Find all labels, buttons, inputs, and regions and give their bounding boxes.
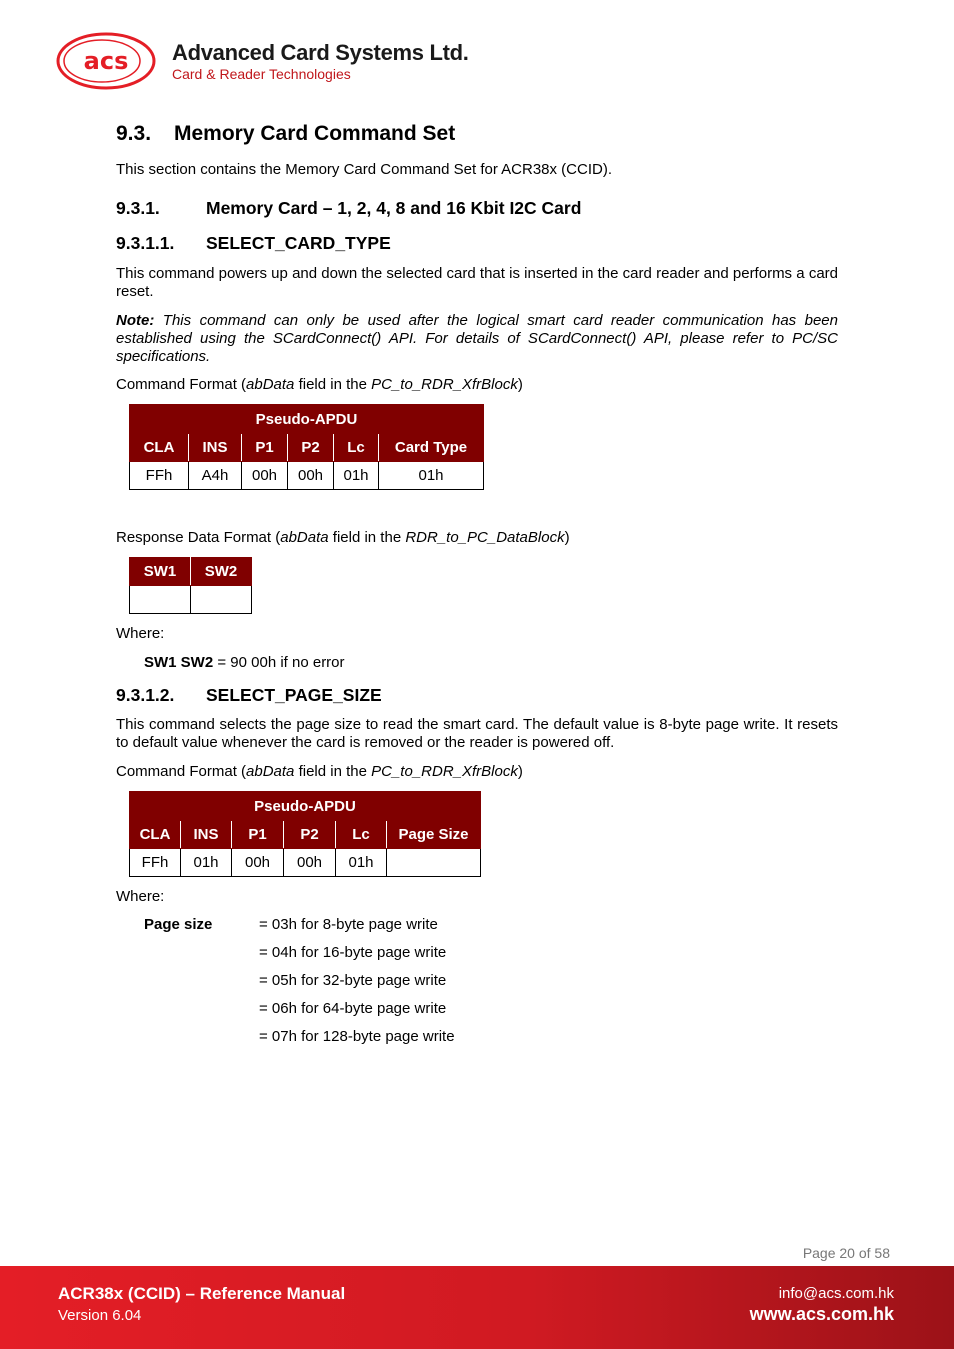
page-size-value: = 07h for 128-byte page write [259,1028,455,1045]
resp-format-block: RDR_to_PC_DataBlock [405,529,565,546]
cmd-format-mid: field in the [294,763,372,780]
apdu-header-cell: P1 [242,434,288,462]
page-size-value: = 04h for 16-byte page write [259,944,447,961]
select-card-type-description: This command powers up and down the selected card that is inserted in the card reader and performs a card reset. [116,265,838,300]
apdu-table-title: Pseudo-APDU [130,405,484,434]
cmd-format-field: abData [246,763,295,780]
sw-label: SW1 SW2 [144,654,214,671]
apdu-value-cell: 01h [334,462,379,490]
apdu-table-title: Pseudo-APDU [130,792,481,821]
apdu-header-cell: P2 [288,434,334,462]
apdu-header-cell: P1 [232,821,284,849]
cmd-format-block: PC_to_RDR_XfrBlock [371,376,518,393]
apdu-header-cell: Card Type [379,434,484,462]
apdu-value-cell: 00h [284,849,336,877]
resp-format-field: abData [280,529,329,546]
sw-definition [144,654,866,672]
cmd-format-prefix: Command Format ( [116,763,247,780]
cmd-format-suffix: ) [517,763,523,780]
command-format-line-2 [116,763,838,781]
footer-doc-title: ACR38x (CCID) – Reference Manual [58,1284,346,1303]
cmd-format-suffix: ) [517,376,523,393]
response-format-line [116,529,838,547]
apdu-header-cell: Page Size [387,821,481,849]
cmd-format-block: PC_to_RDR_XfrBlock [371,763,518,780]
resp-format-mid: field in the [328,529,406,546]
page-size-value: = 05h for 32-byte page write [259,972,447,989]
select-card-type-number: 9.3.1.1. [116,233,175,253]
apdu-value-cell: A4h [189,462,242,490]
section-intro: This section contains the Memory Card Command Set for ACR38x (CCID). [116,161,613,178]
acs-logo [56,31,156,91]
select-page-size-apdu-table [129,791,481,877]
apdu-header-cell: P2 [284,821,336,849]
apdu-value-cell: 00h [232,849,284,877]
subsection-title: Memory Card – 1, 2, 4, 8 and 16 Kbit I2C Card [206,198,582,218]
company-name: Advanced Card Systems Ltd. [172,40,469,65]
select-page-size-description: This command selects the page size to read the smart card. The default value is 8-byte page write. It resets to default value whenever the card is removed or the reader is powered off. [116,716,838,751]
apdu-value-cell: FFh [130,462,189,490]
section-number: 9.3. [116,122,152,145]
note-label: Note: [116,312,155,329]
apdu-header-cell: INS [189,434,242,462]
response-table [129,557,252,614]
apdu-value-cell: 01h [181,849,232,877]
select-page-size-heading [116,686,838,704]
select-card-type-title: SELECT_CARD_TYPE [206,233,391,253]
cmd-format-field: abData [246,376,295,393]
page-size-value: = 06h for 64-byte page write [259,1000,447,1017]
page-number: Page 20 of 58 [802,1245,890,1261]
apdu-value-cell: 01h [379,462,484,490]
footer-version: Version 6.04 [58,1307,142,1324]
apdu-value-cell: 00h [242,462,288,490]
cmd-format-mid: field in the [294,376,372,393]
apdu-value-cell: FFh [130,849,181,877]
page-size-value: = 03h for 8-byte page write [259,916,438,933]
section-heading [116,122,838,145]
logo-text: acs [83,47,129,75]
apdu-header-cell: CLA [130,434,189,462]
company-tagline: Card & Reader Technologies [172,66,351,82]
footer-website[interactable]: www.acs.com.hk [749,1304,894,1324]
subsection-heading [116,199,838,217]
footer-bar [0,1266,954,1349]
note-text: This command can only be used after the logical smart card reader communication has been established using the SCardConnect() API. For details of SCardConnect() API, please refer to PC/SC specifications. [116,312,838,365]
sw-text: = 90 00h if no error [213,654,345,671]
subsection-number: 9.3.1. [116,198,160,218]
command-format-line [116,376,838,394]
apdu-value-cell: 01h [336,849,387,877]
cmd-format-prefix: Command Format ( [116,376,247,393]
resp-format-prefix: Response Data Format ( [116,529,281,546]
footer-email[interactable]: info@acs.com.hk [778,1285,894,1302]
select-card-type-note [116,312,838,366]
apdu-header-cell: Lc [336,821,387,849]
apdu-header-cell: Lc [334,434,379,462]
select-page-size-number: 9.3.1.2. [116,685,175,705]
select-page-size-title: SELECT_PAGE_SIZE [206,685,382,705]
select-card-type-heading [116,234,838,252]
response-header-cell: SW2 [191,558,252,586]
apdu-header-cell: CLA [130,821,181,849]
resp-format-suffix: ) [564,529,570,546]
page-size-label: Page size [144,916,213,933]
apdu-value-cell: 00h [288,462,334,490]
where-label-2: Where: [116,888,165,905]
apdu-header-cell: INS [181,821,232,849]
section-title: Memory Card Command Set [174,122,456,145]
select-card-type-apdu-table [129,404,484,490]
apdu-value-cell [387,849,481,877]
response-value-cell [191,586,252,614]
response-header-cell: SW1 [130,558,191,586]
where-label: Where: [116,625,165,642]
response-value-cell [130,586,191,614]
